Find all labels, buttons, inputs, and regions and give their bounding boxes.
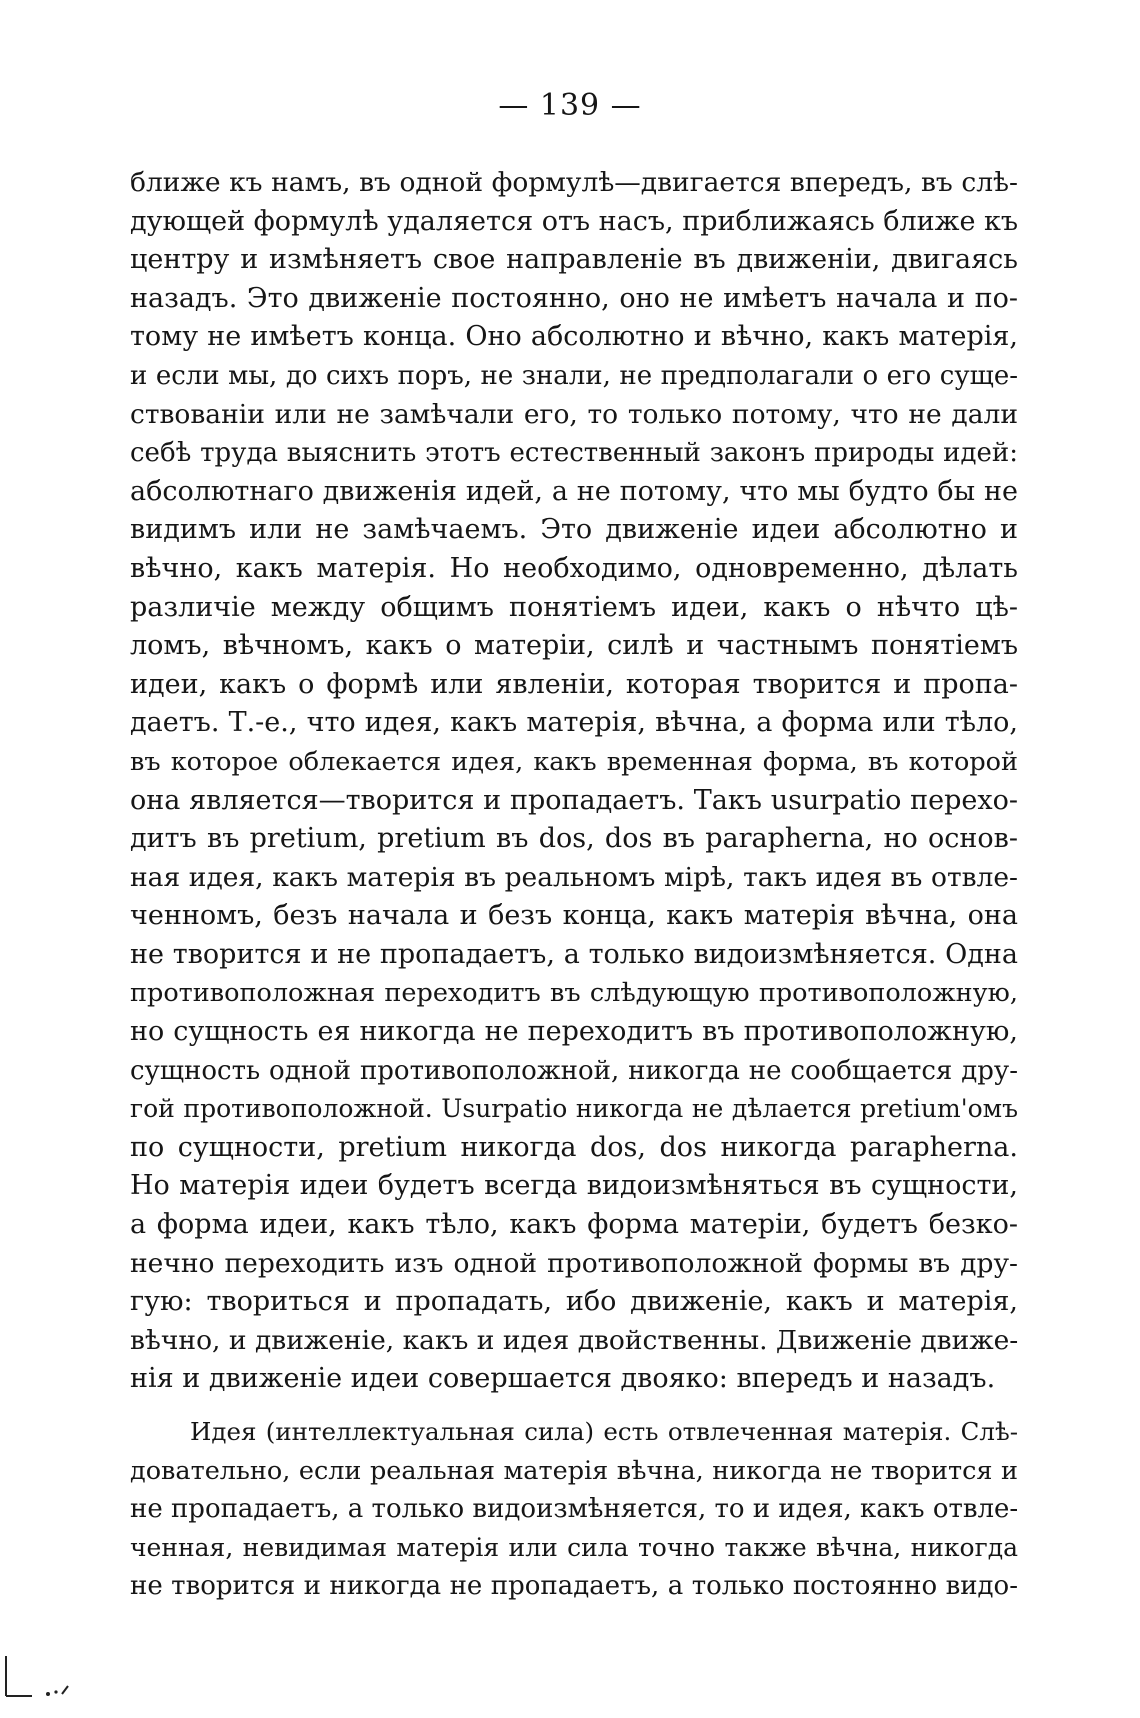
text-line: вѣчно, и движеніе, какъ и идея двойственны. Движеніе движе- <box>130 1324 1019 1356</box>
text-line: центру и измѣняетъ свое направленіе въ движеніи, двигаясь <box>130 244 1018 276</box>
text-line: абсолютнаго движенія идей, а не потому, что мы будто бы не <box>130 475 1018 507</box>
text-line: нечно переходить изъ одной противоположной формы въ дру- <box>130 1247 1018 1279</box>
text-line: нія и движеніе идеи совершается двояко: впередъ и назадъ. <box>130 1363 996 1395</box>
text-line: ченная, невидимая матерія или сила точно также вѣчна, никогда <box>130 1532 1018 1562</box>
text-line: ная идея, какъ матерія въ реальномъ мірѣ, такъ идея въ отвле- <box>130 861 1018 893</box>
body-text <box>130 164 1018 1606</box>
text-line: и если мы, до сихъ поръ, не знали, не предполагали о его суще- <box>130 360 1018 391</box>
text-line: дитъ въ pretium, pretium въ dos, dos въ parapherna, но основ- <box>130 823 1018 855</box>
text-line: ближе къ намъ, въ одной формулѣ—двигается впередъ, въ слѣ- <box>130 167 1018 198</box>
text-line: ломъ, вѣчномъ, какъ о матеріи, силѣ и частнымъ понятіемъ <box>130 630 1018 662</box>
text-line: себѣ труда выяснить этотъ естественный законъ природы идей: <box>130 438 1018 469</box>
text-line: идеи, какъ о формѣ или явленіи, которая творится и пропа- <box>130 668 1018 700</box>
text-line: назадъ. Это движеніе постоянно, оно не имѣетъ начала и по- <box>130 282 1018 314</box>
text-line: гой противоположной. Usurpatio никогда не дѣлается pretium'омъ <box>130 1094 1018 1124</box>
text-line: она является—творится и пропадаетъ. Такъ usurpatio перехо- <box>130 784 1018 816</box>
text-line: Идея (интеллектуальная сила) есть отвлеченная матерія. Слѣ- <box>190 1417 1018 1446</box>
text-line: ченномъ, безъ начала и безъ конца, какъ матерія вѣчна, она <box>130 900 1018 932</box>
text-line: гую: твориться и пропадать, ибо движеніе, какъ и матерія, <box>130 1286 1018 1318</box>
text-line: по сущности, pretium никогда dos, dos никогда parapherna. <box>130 1131 1018 1163</box>
text-line: даетъ. Т.-е., что идея, какъ матерія, вѣчна, а форма или тѣло, <box>130 707 1018 739</box>
text-line: вѣчно, какъ матерія. Но необходимо, одновременно, дѣлать <box>130 552 1018 584</box>
text-line: довательно, если реальная матерія вѣчна, никогда не творится и <box>130 1455 1018 1486</box>
text-line: тому не имѣетъ конца. Оно абсолютно и вѣчно, какъ матерія, <box>130 321 1018 353</box>
scan-corner-mark <box>2 1656 88 1702</box>
text-line: не творится и никогда не пропадаетъ, а только постоянно видо- <box>130 1571 1018 1602</box>
text-line: дующей формулѣ удаляется отъ насъ, приближаясь ближе къ <box>130 205 1019 237</box>
text-line: ствованіи или не замѣчали его, то только потому, что не дали <box>130 398 1018 430</box>
text-line: сущность одной противоположной, никогда не сообщается дру- <box>130 1055 1018 1086</box>
paragraph-gap <box>130 1399 1018 1413</box>
text-line: а форма идеи, какъ тѣло, какъ форма матеріи, будетъ безко- <box>130 1209 1018 1241</box>
text-line: въ которое облекается идея, какъ временная форма, въ которой <box>130 746 1018 777</box>
text-line: видимъ или не замѣчаемъ. Это движеніе идеи абсолютно и <box>130 514 1018 546</box>
paragraph-1 <box>130 164 1018 1399</box>
paragraph-2 <box>130 1413 1018 1606</box>
text-line: Но матерія идеи будетъ всегда видоизмѣняться въ сущности, <box>130 1170 1018 1202</box>
text-line: противоположная переходитъ въ слѣдующую противоположную, <box>130 978 1018 1009</box>
page-number: — 139 — <box>498 88 642 123</box>
text-line: но сущность ея никогда не переходитъ въ противоположную, <box>130 1016 1018 1048</box>
text-line: не пропадаетъ, а только видоизмѣняется, то и идея, какъ отвле- <box>130 1494 1019 1525</box>
text-line: различіе между общимъ понятіемъ идеи, какъ о нѣчто цѣ- <box>130 591 1018 623</box>
text-line: не творится и не пропадаетъ, а только видоизмѣняется. Одна <box>130 938 1018 970</box>
